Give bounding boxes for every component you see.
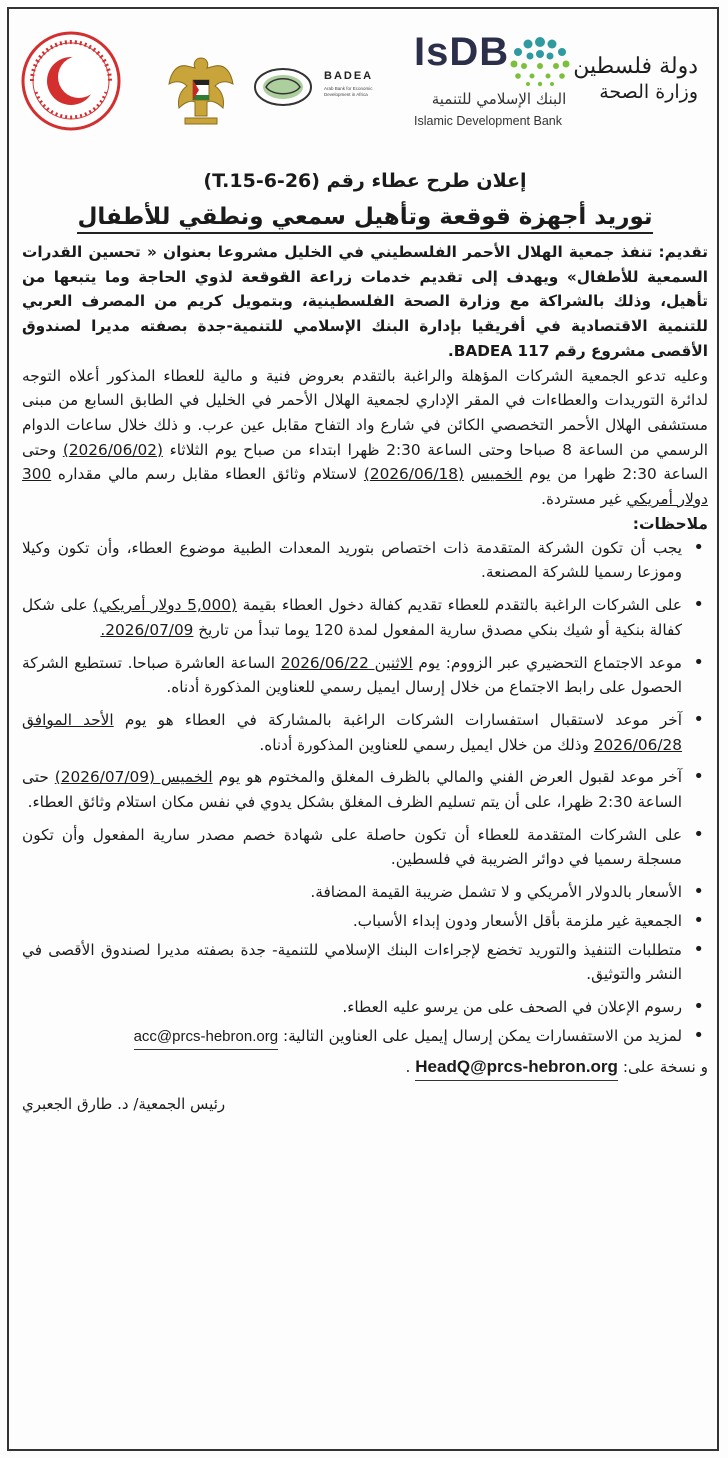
isdb-logo: [412, 30, 590, 142]
invite-text-3: لاستلام وثائق العطاء مقابل رسم مالي مقداره: [57, 465, 358, 484]
intro-label: تقديم:: [658, 243, 708, 261]
note-5c: حتى الساعة 2:30 ظهرا، على أن يتم تسليم الظرف المغلق بشكل يدوي في نفس مكان استلام وثائق العطاء.: [22, 768, 682, 812]
note-item: [22, 536, 708, 585]
signature: رئيس الجمعية/ د. طارق الجعبري: [22, 1095, 226, 1114]
intro-paragraph: [22, 240, 708, 364]
notes-heading: ملاحظات:: [632, 514, 708, 533]
note-4a: آخر موعد لاستقبال استفسارات الشركات الراغبة بالمشاركة في العطاء هو يوم: [124, 710, 682, 729]
note-7-text: الأسعار بالدولار الأمريكي و لا تشمل ضريبة القيمة المضافة.: [310, 883, 682, 902]
badea-subtitle: Arab Bank for Economic Development in Africa: [324, 86, 373, 97]
note-10-text: رسوم الإعلان في الصحف على من يرسو عليه العطاء.: [342, 997, 682, 1016]
note-item: [22, 938, 708, 987]
invite-date-start: (2026/06/02): [62, 440, 163, 459]
note-item: [22, 708, 708, 757]
note-item: [22, 765, 708, 814]
note-item: [22, 823, 708, 872]
invite-fee: 300 دولار أمريكي: [22, 465, 708, 509]
isdb-name: IsDB: [414, 30, 510, 74]
note-3a: موعد الاجتماع التحضيري عبر الزووم: يوم: [418, 653, 682, 672]
badea-logo: [252, 64, 402, 124]
note-9-text: متطلبات التنفيذ والتوريد تخضع لإجراءات البنك الإسلامي للتنمية- جدة بصفته مديرا لصندوق الأقصى في النشر والتوثيق.: [22, 940, 682, 984]
note-3c: الساعة العاشرة صباحا. تستطيع الشركة الحصول على رابط الاجتماع من خلال إرسال ايميل رسمي للعناوين المذكورة أدناه.: [22, 653, 682, 697]
ministry-of-health-label: [566, 54, 698, 103]
state-of-palestine: دولة فلسطين: [573, 54, 698, 79]
notes-list: [22, 536, 708, 1051]
ministry-of-health: وزارة الصحة: [599, 81, 698, 103]
invite-text-4: غير مستردة.: [541, 490, 622, 509]
note-item: [22, 593, 708, 642]
headq-email-link[interactable]: HeadQ@prcs-hebron.org: [415, 1054, 618, 1081]
note-2-date: 2026/07/09.: [100, 620, 194, 639]
note-item: [22, 651, 708, 700]
logo-header: [20, 22, 708, 142]
invite-text-1: وعليه تدعو الجمعية الشركات المؤهلة والراغبة بالتقدم بعروض فنية و مالية للعطاء المذكور أعلاه التوجه لدائرة التوريدات والعطاءات في المقر الإداري لجمعية الهلال الأحمر في الخليل في الطابق السابع من مبنى مستشفى الهلال الأحمر التخصصي الكائن في شارع واد التفاح مقابل عين عرب. و ذلك خلال ساعات الدوام الرسمي من الساعة 8 صباحا وحتى الساعة 2:30 ظهرا ابتداء من صباح يوم الثلاثاء: [22, 366, 708, 459]
note-8-text: الجمعية غير ملزمة بأقل الأسعار ودون إبداء الأسباب.: [352, 911, 682, 930]
note-3-date: الاثنين 2026/06/22: [280, 653, 413, 672]
invite-date-end: (2026/06/18): [363, 465, 464, 484]
eagle-icon: [165, 50, 237, 130]
copy-line: [22, 1054, 708, 1081]
note-5a: آخر موعد لقبول العرض الفني والمالي بالظرف المغلق والمختوم هو يوم: [218, 768, 682, 787]
tender-title-text: توريد أجهزة قوقعة وتأهيل سمعي ونطقي للأطفال: [77, 204, 652, 234]
copy-dot: .: [405, 1058, 411, 1077]
tender-number: إعلان طرح عطاء رقم (T.15-6-26): [203, 170, 527, 192]
palestine-eagle-emblem: [165, 50, 237, 130]
note-item: [22, 880, 708, 905]
acc-email-link[interactable]: acc@prcs-hebron.org: [134, 1025, 278, 1051]
invite-day-end: الخميس: [470, 465, 523, 484]
intro-text: تنفذ جمعية الهلال الأحمر الفلسطيني في الخليل مشروعا بعنوان « تحسين القدرات السمعية للأطفال» ويهدف إلى تقديم خدمات زراعة القوقعة لذوي الحاجة وما يتبعها من تأهيل، وذلك بالشراكة مع وزارة الصحة الفلسطينية، وبتمويل كريم من المصرف العربي للتنمية الاقتصادية في أفريقيا بإدارة البنك الإسلامي للتنمية-جدة بصفته مديرا لصندوق الأقصى مشروع رقم BADEA 117.: [22, 243, 708, 360]
note-4-date: الأحد الموافق 2026/06/28: [22, 710, 682, 754]
tender-title: [22, 204, 708, 230]
note-4c: وذلك من خلال ايميل رسمي للعناوين المذكورة أدناه.: [259, 735, 589, 754]
note-item: [22, 995, 708, 1020]
announcement-body: [22, 164, 708, 1113]
note-2-amount: (5,000 دولار أمريكي): [93, 596, 237, 615]
note-2a: على الشركات الراغبة بالتقدم للعطاء تقديم كفالة دخول العطاء بقيمة: [242, 596, 683, 615]
badea-emblem-icon: [252, 64, 314, 110]
note-5-date: الخميس (2026/07/09): [54, 768, 213, 787]
isdb-arabic-name: البنك الإسلامي للتنمية: [431, 90, 567, 108]
invitation-paragraph: [22, 364, 708, 512]
note-11-text: لمزيد من الاستفسارات يمكن إرسال إيميل على العناوين التالية:: [282, 1026, 682, 1045]
note-item: [22, 1024, 708, 1051]
red-crescent-icon: [20, 30, 122, 132]
note-6-text: على الشركات المتقدمة للعطاء أن تكون حاصلة على شهادة خصم مصدر سارية المفعول وأن تكون مسجلة رسميا في دوائر الضريبة في فلسطين.: [22, 825, 682, 869]
note-2c: على شكل كفالة بنكية أو شيك بنكي مصدق سارية المفعول لمدة 120 يوما تبدأ من تاريخ: [22, 596, 682, 639]
isdb-english-name: Islamic Development Bank: [414, 114, 562, 128]
note-1-text: يجب أن تكون الشركة المتقدمة ذات اختصاص بتوريد المعدات الطبية موضوع العطاء، وأن تكون وكيلا وموزعا رسميا للشركة المصنعة.: [22, 538, 682, 582]
prcs-logo: [20, 30, 122, 132]
badea-name: BADEA: [324, 70, 374, 82]
copy-label: و نسخة على:: [622, 1058, 708, 1077]
invite-text-2: وحتى الساعة 2:30 ظهرا من يوم: [22, 440, 708, 484]
note-item: [22, 909, 708, 934]
